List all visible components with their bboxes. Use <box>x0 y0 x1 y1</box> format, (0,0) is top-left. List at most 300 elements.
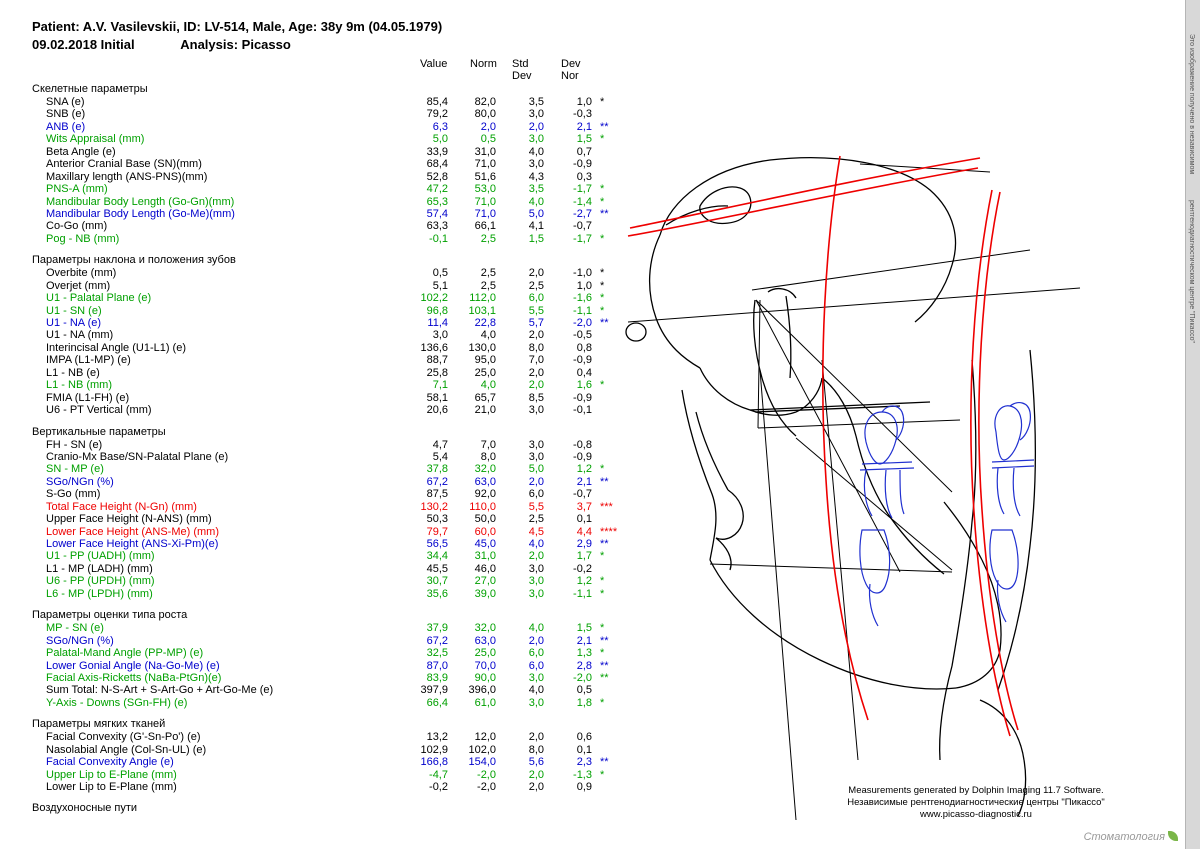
measurement-row <box>32 220 592 233</box>
report-date: 09.02.2018 Initial <box>32 37 135 52</box>
measurement-flag: *** <box>600 500 613 513</box>
measurement-value: 66,4 <box>426 696 448 709</box>
measurement-norm: 39,0 <box>474 587 496 600</box>
measurement-dev-nor: 0,1 <box>576 513 592 526</box>
measurement-norm: 82,0 <box>474 96 496 108</box>
measurement-dev-nor: 0,4 <box>576 366 592 379</box>
measurement-flag: * <box>600 463 605 476</box>
measurement-name: U6 - PT Vertical (mm) <box>46 404 152 417</box>
measurement-row <box>32 550 605 563</box>
measurement-norm: 53,0 <box>474 183 496 196</box>
measurement-dev-nor: 1,5 <box>576 133 592 146</box>
measurement-name: Interincisal Angle (U1-L1) (е) <box>46 341 187 354</box>
measurement-dev-nor: 1,2 <box>576 575 592 588</box>
measurement-norm: 45,0 <box>474 538 496 550</box>
measurement-dev-nor: 2,8 <box>576 659 592 672</box>
measurement-std-dev: 3,0 <box>528 696 544 709</box>
measurement-row <box>32 622 605 635</box>
measurement-flag: ** <box>600 659 609 672</box>
measurement-flag: ** <box>600 475 609 488</box>
section-title: Воздухоносные пути <box>32 802 138 815</box>
measurement-flag: * <box>600 96 605 108</box>
measurement-name: Facial Convexity Angle (е) <box>46 756 174 769</box>
measurement-std-dev: 3,0 <box>528 671 544 684</box>
measurement-norm: 32,0 <box>474 463 496 476</box>
measurement-row <box>32 781 592 793</box>
strip-text-2: рентгенодиагностическом центре "Пикассо" <box>1188 200 1195 344</box>
measurement-value: 0,5 <box>432 267 448 280</box>
measurement-std-dev: 2,0 <box>528 475 544 488</box>
measurement-norm: 80,0 <box>474 108 496 121</box>
measurement-row <box>32 279 605 292</box>
measurement-norm: 0,5 <box>480 133 496 146</box>
measurement-dev-nor: -2,7 <box>573 207 592 220</box>
measurement-flag: ** <box>600 634 609 647</box>
measurement-name: Wits Appraisal (mm) <box>46 133 145 146</box>
measurement-name: Anterior Cranial Base (SN)(mm) <box>46 158 202 171</box>
measurement-std-dev: 2,5 <box>528 513 544 526</box>
measurement-flag: * <box>600 232 605 245</box>
measurement-dev-nor: 0,8 <box>576 341 592 354</box>
measurement-std-dev: 3,0 <box>528 133 544 146</box>
measurement-value: 83,9 <box>426 671 448 684</box>
measurement-dev-nor: -0,9 <box>573 354 592 367</box>
measurement-norm: 27,0 <box>474 575 496 588</box>
measurement-flag: ** <box>600 207 609 220</box>
measurement-value: 45,5 <box>426 562 448 575</box>
measurement-flag: * <box>600 195 605 208</box>
measurement-std-dev: 2,0 <box>528 731 544 744</box>
measurement-dev-nor: -0,3 <box>573 108 592 121</box>
measurement-row <box>32 183 605 196</box>
measurement-name: U1 - NA (mm) <box>46 329 114 342</box>
measurement-name: SNA (е) <box>46 96 85 108</box>
measurement-row <box>32 538 609 550</box>
measurement-std-dev: 5,0 <box>528 207 544 220</box>
measurement-name: Lower Face Height (ANS-Xi-Pm)(е) <box>46 538 219 550</box>
measurement-flag: * <box>600 550 605 563</box>
measurement-dev-nor: 0,1 <box>576 743 592 756</box>
measurement-value: 79,7 <box>426 525 448 538</box>
measurement-name: Maxillary length (ANS-PNS)(mm) <box>46 170 208 183</box>
strip-text-1: Это изображение получено в независимом <box>1188 34 1195 175</box>
date-analysis-line <box>32 36 442 54</box>
measurement-name: S-Go (mm) <box>46 488 101 501</box>
measurement-row <box>32 329 592 342</box>
measurement-name: MP - SN (е) <box>46 622 104 635</box>
measurement-norm: 70,0 <box>474 659 496 672</box>
measurement-row <box>32 647 605 660</box>
measurement-row <box>32 696 605 709</box>
measurement-name: Sum Total: N-S-Art + S-Art-Go + Art-Go-Me (е) <box>46 684 274 697</box>
leaf-icon <box>1168 831 1178 841</box>
measurement-flag: ** <box>600 538 609 550</box>
measurement-name: Nasolabial Angle (Col-Sn-UL) (е) <box>46 743 207 756</box>
section-title: Параметры наклона и положения зубов <box>32 254 236 267</box>
measurement-row <box>32 232 605 245</box>
measurement-value: 57,4 <box>426 207 448 220</box>
measurement-norm: 12,0 <box>474 731 496 744</box>
measurement-value: -0,2 <box>429 781 448 793</box>
measurement-value: 4,7 <box>432 438 448 451</box>
measurement-row <box>32 366 592 379</box>
measurement-std-dev: 2,0 <box>528 634 544 647</box>
measurement-flag: * <box>600 587 605 600</box>
measurement-row <box>32 133 605 146</box>
measurement-value: 13,2 <box>426 731 448 744</box>
measurement-name: Overbite (mm) <box>46 267 117 280</box>
measurement-std-dev: 3,5 <box>528 183 544 196</box>
measurement-row <box>32 438 592 451</box>
measurement-dev-nor: -0,9 <box>573 391 592 404</box>
footnote <box>766 785 1186 821</box>
measurement-norm: 4,0 <box>480 379 496 392</box>
measurement-std-dev: 8,0 <box>528 743 544 756</box>
right-side-strip <box>1185 0 1200 849</box>
measurement-std-dev: 3,0 <box>528 404 544 417</box>
measurement-name: Facial Convexity (G'-Sn-Po') (е) <box>46 731 201 744</box>
measurement-std-dev: 8,0 <box>528 341 544 354</box>
measurement-name: FH - SN (е) <box>46 438 103 451</box>
measurement-name: Lower Gonial Angle (Na-Go-Me) (е) <box>46 659 220 672</box>
measurement-norm: 2,5 <box>480 279 496 292</box>
measurement-dev-nor: -0,7 <box>573 220 592 233</box>
measurement-row <box>32 525 618 538</box>
measurement-norm: -2,0 <box>477 768 496 781</box>
col-header-dev-nor: Dev Nor <box>561 58 581 82</box>
measurement-dev-nor: -1,4 <box>573 195 592 208</box>
measurement-std-dev: 6,0 <box>528 659 544 672</box>
measurement-row <box>32 304 605 317</box>
measurement-name: U1 - Palatal Plane (е) <box>46 292 152 305</box>
measurement-std-dev: 1,5 <box>528 232 544 245</box>
measurement-std-dev: 3,0 <box>528 438 544 451</box>
measurement-value: 5,1 <box>432 279 448 292</box>
measurement-name: Facial Axis-Ricketts (NaBa-PtGn)(е) <box>46 671 222 684</box>
measurement-dev-nor: -0,2 <box>573 562 592 575</box>
measurement-dev-nor: -0,5 <box>573 329 592 342</box>
measurement-dev-nor: -1,3 <box>573 768 592 781</box>
measurement-dev-nor: 0,3 <box>576 170 592 183</box>
patient-line: Patient: A.V. Vasilevskii, ID: LV-514, Male, Age: 38y 9m (04.05.1979) <box>32 19 443 34</box>
measurement-value: 87,0 <box>426 659 448 672</box>
measurement-norm: 25,0 <box>474 647 496 660</box>
measurement-value: 5,4 <box>432 450 448 463</box>
measurement-dev-nor: 1,5 <box>576 622 592 635</box>
measurement-row <box>32 170 592 183</box>
measurement-value: 67,2 <box>426 475 448 488</box>
measurement-std-dev: 2,0 <box>528 329 544 342</box>
measurement-dev-nor: 0,6 <box>576 731 592 744</box>
measurement-value: 52,8 <box>426 170 448 183</box>
footnote-line-1: Measurements generated by Dolphin Imaging 11.7 Software. <box>848 785 1104 796</box>
measurement-std-dev: 4,0 <box>528 195 544 208</box>
measurement-value: -0,1 <box>429 232 448 245</box>
measurement-name: Upper Lip to E-Plane (mm) <box>46 768 177 781</box>
cephalometric-tracing <box>600 60 1200 820</box>
measurement-std-dev: 2,0 <box>528 267 544 280</box>
measurement-dev-nor: -0,8 <box>573 438 592 451</box>
measurement-name: Upper Face Height (N-ANS) (mm) <box>46 513 212 526</box>
measurement-norm: 71,0 <box>474 207 496 220</box>
measurement-std-dev: 6,0 <box>528 647 544 660</box>
measurement-value: 6,3 <box>432 120 448 133</box>
measurement-value: 130,2 <box>420 500 448 513</box>
measurement-norm: 92,0 <box>474 488 496 501</box>
measurement-std-dev: 5,6 <box>528 756 544 769</box>
measurement-norm: 31,0 <box>474 145 496 158</box>
watermark <box>1084 831 1178 843</box>
measurement-norm: 7,0 <box>480 438 496 451</box>
measurement-value: 87,5 <box>426 488 448 501</box>
measurement-row <box>32 756 609 769</box>
measurement-dev-nor: 4,4 <box>576 525 592 538</box>
measurement-name: Beta Angle (е) <box>46 145 116 158</box>
measurement-dev-nor: -1,1 <box>573 304 592 317</box>
measurement-row <box>32 96 605 108</box>
measurement-value: 63,3 <box>426 220 448 233</box>
measurement-value: 20,6 <box>426 404 448 417</box>
measurement-row <box>32 379 605 392</box>
measurement-norm: 2,5 <box>480 232 496 245</box>
measurement-row <box>32 475 609 488</box>
measurement-dev-nor: 1,3 <box>576 647 592 660</box>
measurement-norm: 95,0 <box>474 354 496 367</box>
measurement-flag: * <box>600 279 605 292</box>
measurement-value: 35,6 <box>426 587 448 600</box>
measurement-norm: 112,0 <box>469 292 496 305</box>
measurement-name: U1 - SN (е) <box>46 304 102 317</box>
measurement-dev-nor: 2,3 <box>576 756 592 769</box>
measurement-dev-nor: 0,7 <box>576 145 592 158</box>
measurement-norm: 396,0 <box>468 684 496 697</box>
measurement-norm: 22,8 <box>474 317 496 329</box>
measurement-dev-nor: -2,0 <box>573 671 592 684</box>
measurement-value: 96,8 <box>426 304 448 317</box>
measurement-value: 37,9 <box>426 622 448 635</box>
measurement-std-dev: 2,5 <box>528 279 544 292</box>
measurement-flag: * <box>600 292 605 305</box>
section-title: Вертикальные параметры <box>32 425 166 438</box>
measurement-name: SNB (е) <box>46 108 86 121</box>
measurement-flag: * <box>600 622 605 635</box>
measurement-std-dev: 2,0 <box>528 120 544 133</box>
measurement-row <box>32 659 609 672</box>
measurement-dev-nor: 1,7 <box>576 550 592 563</box>
section-title: Параметры оценки типа роста <box>32 609 188 622</box>
measurement-flag: ** <box>600 671 609 684</box>
section-title: Параметры мягких тканей <box>32 718 166 731</box>
footnote-line-3: www.picasso-diagnostic.ru <box>920 809 1032 820</box>
measurement-name: Pog - NB (mm) <box>46 232 120 245</box>
measurement-std-dev: 3,0 <box>528 562 544 575</box>
measurement-norm: 31,0 <box>474 550 496 563</box>
measurement-flag: * <box>600 183 605 196</box>
measurement-row <box>32 195 605 208</box>
measurement-std-dev: 2,0 <box>528 781 544 793</box>
measurement-row <box>32 587 605 600</box>
measurement-name: U1 - NA (е) <box>46 317 102 329</box>
measurement-row <box>32 267 605 280</box>
measurement-value: 67,2 <box>426 634 448 647</box>
measurement-dev-nor: -1,7 <box>573 183 592 196</box>
measurement-std-dev: 2,0 <box>528 768 544 781</box>
measurement-name: SGo/NGn (%) <box>46 634 114 647</box>
measurement-name: L1 - MP (LADH) (mm) <box>46 562 153 575</box>
measurement-name: U1 - PP (UADH) (mm) <box>46 550 155 563</box>
measurement-norm: -2,0 <box>477 781 496 793</box>
measurement-flag: * <box>600 696 605 709</box>
measurement-name: Palatal-Mand Angle (PP-MP) (е) <box>46 647 204 660</box>
measurement-flag: ** <box>600 120 609 133</box>
measurement-norm: 102,0 <box>468 743 496 756</box>
measurement-std-dev: 5,0 <box>528 463 544 476</box>
measurement-value: 37,8 <box>426 463 448 476</box>
measurement-row <box>32 292 605 305</box>
measurement-value: 56,5 <box>426 538 448 550</box>
measurement-value: 33,9 <box>426 145 448 158</box>
measurement-norm: 65,7 <box>474 391 496 404</box>
measurement-row <box>32 120 609 133</box>
report-header <box>32 18 442 54</box>
measurement-std-dev: 5,5 <box>528 500 544 513</box>
measurement-value: 50,3 <box>426 513 448 526</box>
measurement-std-dev: 4,0 <box>528 538 544 550</box>
measurement-norm: 71,0 <box>474 158 496 171</box>
measurement-std-dev: 2,0 <box>528 366 544 379</box>
measurement-dev-nor: 1,8 <box>576 696 592 709</box>
measurement-std-dev: 4,0 <box>528 622 544 635</box>
measurement-flag: * <box>600 379 605 392</box>
measurement-row <box>32 391 592 404</box>
measurement-std-dev: 3,0 <box>528 450 544 463</box>
col-header-value: Value <box>420 58 448 70</box>
measurement-row <box>32 684 592 697</box>
measurement-name: Total Face Height (N-Gn) (mm) <box>46 500 197 513</box>
measurement-norm: 90,0 <box>474 671 496 684</box>
measurement-value: 166,8 <box>420 756 448 769</box>
measurement-dev-nor: -1,7 <box>573 232 592 245</box>
analysis-name: Analysis: Picasso <box>180 37 291 52</box>
measurement-name: PNS-A (mm) <box>46 183 108 196</box>
measurement-row <box>32 500 613 513</box>
measurement-std-dev: 5,5 <box>528 304 544 317</box>
measurement-norm: 8,0 <box>480 450 496 463</box>
measurement-value: 68,4 <box>426 158 448 171</box>
measurement-name: Y-Axis - Downs (SGn-FH) (е) <box>46 696 188 709</box>
measurement-dev-nor: 1,0 <box>576 279 592 292</box>
measurement-value: 85,4 <box>426 96 448 108</box>
measurement-dev-nor: 0,9 <box>576 781 592 793</box>
footnote-line-2: Независимые рентгенодиагностические центры "Пикассо" <box>847 797 1105 808</box>
measurement-row <box>32 488 592 501</box>
measurement-row <box>32 145 592 158</box>
measurement-flag: * <box>600 768 605 781</box>
measurement-flag: * <box>600 304 605 317</box>
measurement-norm: 25,0 <box>474 366 496 379</box>
col-header-std-dev: Std Dev <box>512 58 532 82</box>
measurement-value: 3,0 <box>432 329 448 342</box>
watermark-text: Стоматология <box>1083 831 1165 843</box>
measurement-std-dev: 5,7 <box>528 317 544 329</box>
measurement-name: Overjet (mm) <box>46 279 111 292</box>
measurement-std-dev: 2,0 <box>528 379 544 392</box>
section-title: Скелетные параметры <box>32 83 148 95</box>
measurement-flag: **** <box>600 525 618 538</box>
measurement-flag: ** <box>600 317 609 329</box>
measurement-row <box>32 317 609 329</box>
measurement-norm: 46,0 <box>474 562 496 575</box>
measurement-name: L1 - NB (е) <box>46 366 100 379</box>
measurement-name: IMPA (L1-MP) (е) <box>46 354 131 367</box>
measurement-norm: 2,5 <box>480 267 496 280</box>
measurement-name: L6 - MP (LPDH) (mm) <box>46 587 153 600</box>
measurement-norm: 63,0 <box>474 475 496 488</box>
measurement-name: L1 - NB (mm) <box>46 379 112 392</box>
measurement-dev-nor: -1,1 <box>573 587 592 600</box>
measurement-name: Co-Go (mm) <box>46 220 108 233</box>
measurement-row <box>32 341 592 354</box>
measurement-norm: 154,0 <box>468 756 496 769</box>
measurement-name: SN - MP (е) <box>46 463 104 476</box>
measurement-value: 102,2 <box>420 292 448 305</box>
measurement-dev-nor: 2,9 <box>576 538 592 550</box>
measurement-std-dev: 4,3 <box>528 170 544 183</box>
measurement-std-dev: 3,0 <box>528 158 544 171</box>
measurement-row <box>32 575 605 588</box>
measurement-dev-nor: -0,9 <box>573 158 592 171</box>
measurement-std-dev: 7,0 <box>528 354 544 367</box>
measurement-flag: * <box>600 575 605 588</box>
measurement-flag: * <box>600 647 605 660</box>
measurement-value: 30,7 <box>426 575 448 588</box>
measurement-flag: * <box>600 133 605 146</box>
measurement-flag: * <box>600 267 605 280</box>
table-column-headers <box>32 58 581 82</box>
measurement-value: 34,4 <box>426 550 448 563</box>
measurement-dev-nor: -0,9 <box>573 450 592 463</box>
measurement-value: 25,8 <box>426 366 448 379</box>
measurement-value: -4,7 <box>429 768 448 781</box>
measurement-dev-nor: -1,0 <box>573 267 592 280</box>
col-header-norm: Norm <box>470 58 497 70</box>
measurement-row <box>32 404 592 417</box>
measurement-name: Mandibular Body Length (Go-Me)(mm) <box>46 207 235 220</box>
measurement-dev-nor: -0,7 <box>573 488 592 501</box>
measurement-norm: 32,0 <box>474 622 496 635</box>
measurement-row <box>32 768 605 781</box>
measurement-dev-nor: 1,0 <box>576 96 592 108</box>
measurement-std-dev: 3,0 <box>528 587 544 600</box>
measurement-value: 58,1 <box>426 391 448 404</box>
measurement-norm: 66,1 <box>474 220 496 233</box>
measurement-value: 102,9 <box>420 743 448 756</box>
measurement-std-dev: 8,5 <box>528 391 544 404</box>
measurement-row <box>32 634 609 647</box>
measurement-name: FMIA (L1-FH) (е) <box>46 391 130 404</box>
measurement-row <box>32 731 592 744</box>
measurement-value: 397,9 <box>420 684 448 697</box>
measurement-name: Lower Face Height (ANS-Me) (mm) <box>46 525 219 538</box>
measurement-norm: 50,0 <box>474 513 496 526</box>
measurement-std-dev: 6,0 <box>528 488 544 501</box>
measurement-norm: 60,0 <box>474 525 496 538</box>
measurement-value: 5,0 <box>432 133 448 146</box>
measurement-dev-nor: -0,1 <box>573 404 592 417</box>
measurement-std-dev: 4,1 <box>528 220 544 233</box>
measurement-std-dev: 4,0 <box>528 145 544 158</box>
measurement-value: 11,4 <box>427 317 448 329</box>
